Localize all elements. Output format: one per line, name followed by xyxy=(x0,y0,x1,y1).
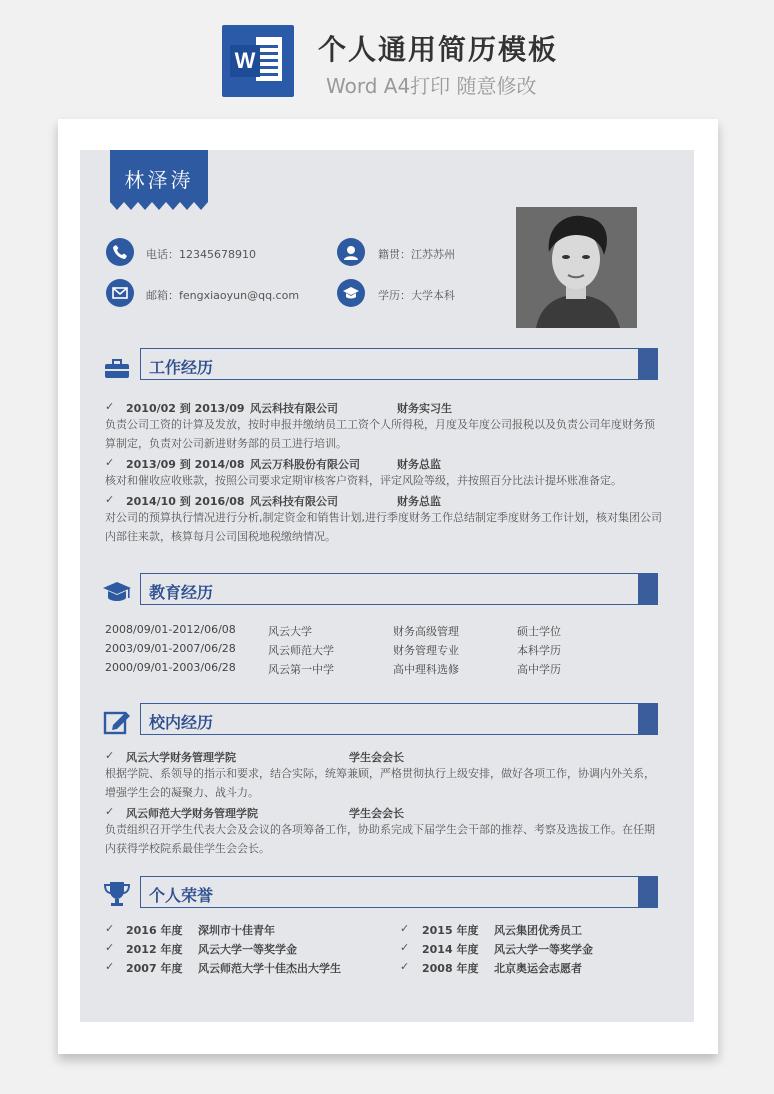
work-role: 财务实习生 xyxy=(397,402,452,415)
honor-year: 2014 年度 xyxy=(422,943,479,956)
word-logo-letter: W xyxy=(230,45,260,77)
edu-school: 风云第一中学 xyxy=(268,663,334,676)
edu-major: 财务高级管理 xyxy=(393,625,459,638)
check-icon: ✓ xyxy=(105,960,115,973)
edu-period: 2003/09/01-2007/06/28 xyxy=(105,642,236,655)
graduation-cap-icon xyxy=(337,279,365,307)
trophy-icon xyxy=(102,879,132,909)
hometown-text: 籍贯：江苏苏州 xyxy=(378,248,455,261)
edu-degree: 本科学历 xyxy=(517,644,561,657)
check-icon: ✓ xyxy=(105,941,115,954)
check-icon: ✓ xyxy=(105,922,115,935)
page-banner xyxy=(0,0,774,110)
work-company: 风云科技有限公司 xyxy=(250,495,338,508)
edu-period: 2008/09/01-2012/06/08 xyxy=(105,623,236,636)
honor-year: 2008 年度 xyxy=(422,962,479,975)
phone-text: 电话：12345678910 xyxy=(146,248,256,261)
profile-photo xyxy=(516,207,637,328)
section-title-campus: 校内经历 xyxy=(149,713,214,732)
email-icon xyxy=(106,279,134,307)
word-logo-icon xyxy=(222,25,294,97)
work-period: 2010/02 到 2013/09 xyxy=(126,402,245,415)
work-description: 负责公司工资的计算及发放，按时申报并缴纳员工工资个人所得税，月度及年度公司报税以及负责公司年度财务预算制定，负责对公司新进财务部的员工进行培训。 xyxy=(105,418,655,450)
section-title-honor: 个人荣誉 xyxy=(149,886,214,905)
edu-period: 2000/09/01-2003/06/28 xyxy=(105,661,236,674)
section-header-education xyxy=(140,573,658,605)
check-icon: ✓ xyxy=(400,922,410,935)
section-header-campus xyxy=(140,703,658,735)
campus-org: 风云师范大学财务管理学院 xyxy=(126,807,258,820)
edu-school: 风云大学 xyxy=(268,625,312,638)
graduation-cap-icon xyxy=(102,578,132,608)
work-description: 核对和催收应收账款，按照公司要求定期审核客户资料，评定风险等级，并按照百分比法计提坏账准备定。 xyxy=(105,474,622,487)
resume-paper xyxy=(58,119,718,1054)
education-text: 学历：大学本科 xyxy=(378,289,455,302)
honor-year: 2016 年度 xyxy=(126,924,183,937)
check-icon: ✓ xyxy=(400,960,410,973)
check-icon: ✓ xyxy=(105,400,115,413)
resume-name: 林泽涛 xyxy=(124,168,194,192)
work-company: 风云科技有限公司 xyxy=(250,402,338,415)
honor-title: 深圳市十佳青年 xyxy=(198,924,275,937)
work-role: 财务总监 xyxy=(397,495,441,508)
banner-title: 个人通用简历模板 xyxy=(318,33,559,66)
work-role: 财务总监 xyxy=(397,458,441,471)
name-tag xyxy=(110,150,208,212)
edu-major: 高中理科选修 xyxy=(393,663,459,676)
section-header-honor xyxy=(140,876,658,908)
work-description: 对公司的预算执行情况进行分析,制定资金和销售计划,进行季度财务工作总结制定季度财务工作计划，核对集团公司内部往来款，核算每月公司国税地税缴纳情况。 xyxy=(105,511,662,543)
edu-major: 财务管理专业 xyxy=(393,644,459,657)
honor-title: 风云师范大学十佳杰出大学生 xyxy=(198,962,341,975)
honor-title: 风云大学一等奖学金 xyxy=(494,943,593,956)
resume-sheet xyxy=(80,150,694,1022)
honor-year: 2012 年度 xyxy=(126,943,183,956)
honor-year: 2007 年度 xyxy=(126,962,183,975)
honor-title: 风云大学一等奖学金 xyxy=(198,943,297,956)
banner-subtitle: Word A4打印 随意修改 xyxy=(326,74,537,98)
honor-title: 北京奥运会志愿者 xyxy=(494,962,582,975)
briefcase-icon xyxy=(102,354,132,384)
section-title-education: 教育经历 xyxy=(149,583,214,602)
section-header-work xyxy=(140,348,658,380)
campus-description: 根据学院、系领导的指示和要求，结合实际，统筹兼顾，严格贯彻执行上级安排，做好各项工作，协调内外关系，增强学生会的凝聚力、战斗力。 xyxy=(105,767,655,799)
honor-title: 风云集团优秀员工 xyxy=(494,924,582,937)
work-period: 2014/10 到 2016/08 xyxy=(126,495,245,508)
check-icon: ✓ xyxy=(105,749,115,762)
edit-icon xyxy=(102,707,132,737)
campus-role: 学生会会长 xyxy=(349,807,404,820)
check-icon: ✓ xyxy=(105,493,115,506)
edu-degree: 硕士学位 xyxy=(517,625,561,638)
person-icon xyxy=(337,238,365,266)
email-text: 邮箱：fengxiaoyun@qq.com xyxy=(146,289,300,302)
campus-role: 学生会会长 xyxy=(349,751,404,764)
check-icon: ✓ xyxy=(400,941,410,954)
section-title-work: 工作经历 xyxy=(149,358,214,377)
edu-degree: 高中学历 xyxy=(517,663,561,676)
campus-description: 负责组织召开学生代表大会及会议的各项筹备工作，协助系完成下届学生会干部的推荐、考察及选拔工作。在任期内获得学校院系最佳学生会会长。 xyxy=(105,823,655,855)
work-company: 风云万科股份有限公司 xyxy=(250,458,360,471)
work-period: 2013/09 到 2014/08 xyxy=(126,458,245,471)
check-icon: ✓ xyxy=(105,456,115,469)
campus-org: 风云大学财务管理学院 xyxy=(126,751,236,764)
honor-year: 2015 年度 xyxy=(422,924,479,937)
edu-school: 风云师范大学 xyxy=(268,644,334,657)
check-icon: ✓ xyxy=(105,805,115,818)
phone-icon xyxy=(106,238,134,266)
